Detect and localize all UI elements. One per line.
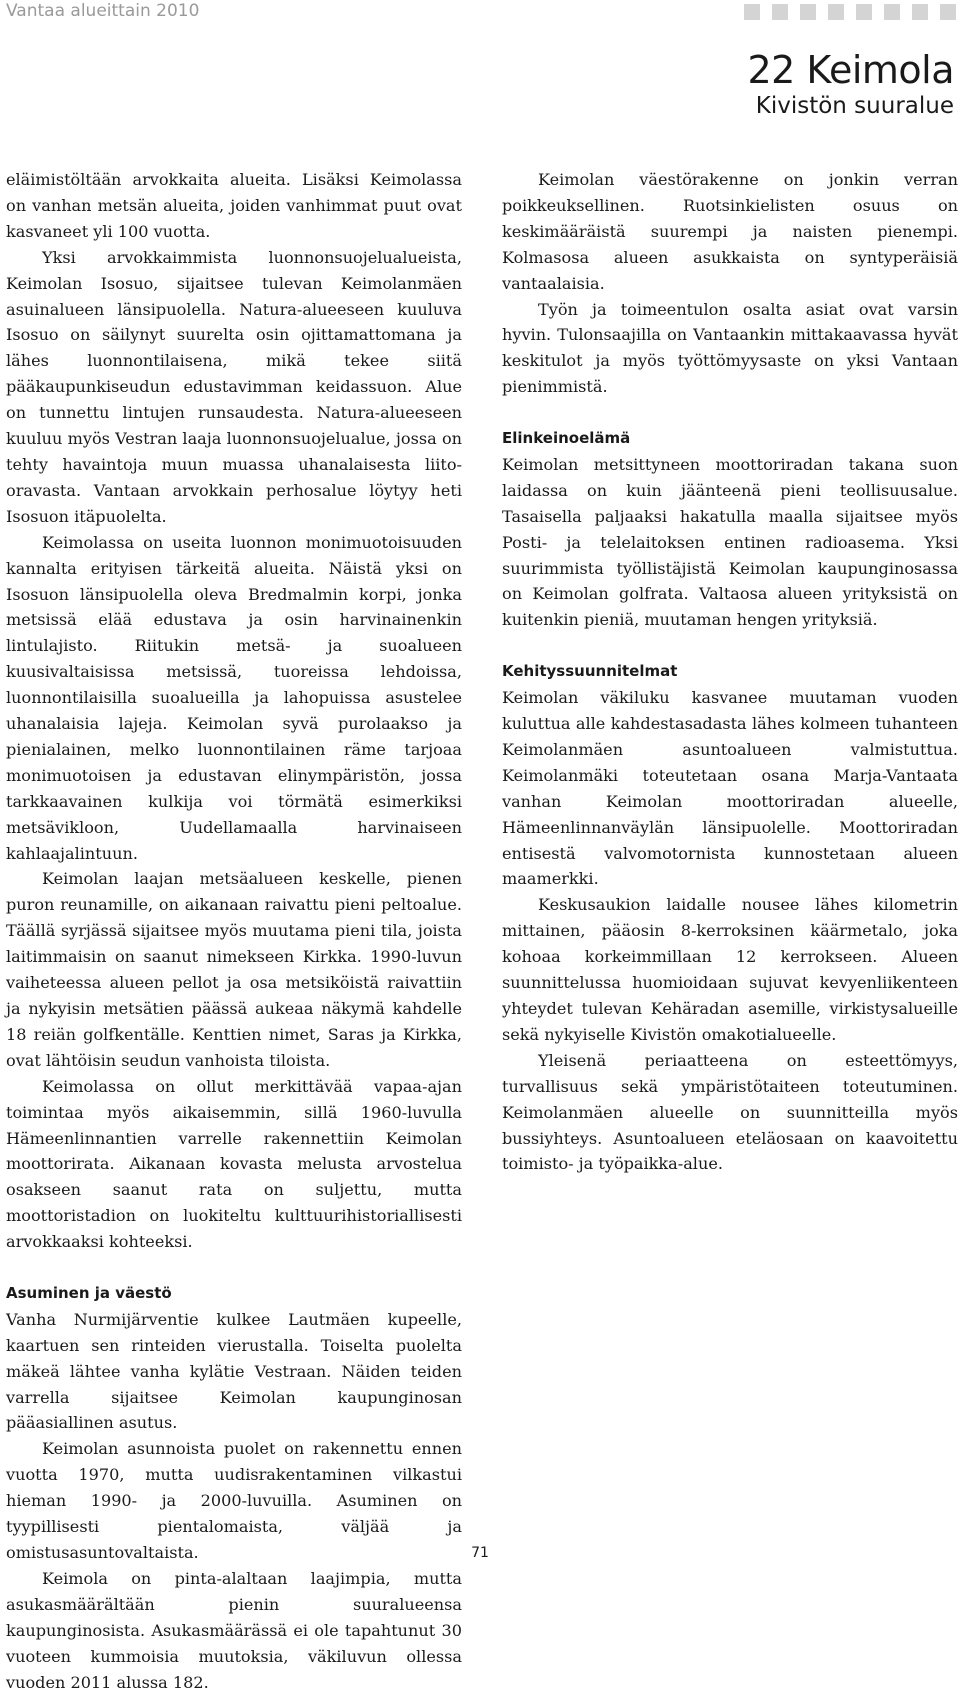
- paragraph: Työn ja toimeentulon osalta asiat ovat varsin hyvin. Tulonsaajilla on Vantaankin mittakaavassa hyvät keskitulot ja myös työttömyysaste on yksi Vantaan pienimmistä.: [502, 299, 958, 397]
- paragraph: Keimolassa on useita luonnon monimuotoisuuden kannalta erityisen tärkeitä alueita. Näistä yksi on Isosuon länsipuolella oleva Bredmalmin korpi, jonka metsissä elää edustava ja osin harvinainenkin lintulajisto. Riitukin metsä- ja suoalueen kuusivaltaisissa metsissä, tuoreissa lehdoissa, luonnontilaisilla suoalueilla ja lahopuissa asustelee uhanalaisia lajeja. Keimolan syvä purolaakso ja pienialainen, melko luonnontilainen räme tarjoaa monimuotoisen ja edustavan elinympäristön, jossa tarkkaavainen kulkija voi törmätä esimerkiksi metsävikloon, Uudellamaalla harvinaiseen kahlaajalintuun.: [6, 532, 462, 863]
- paragraph: Vanha Nurmijärventie kulkee Lautmäen kupeelle, kaartuen sen rinteiden vierustalla. Toiselta puolelta mäkeä lähtee vanha kylätie Vestraan. Näiden teiden varrella sijaitsee Keimolan kaupunginosan pääasiallinen asutus.: [6, 1309, 462, 1433]
- paragraph: Keimolan väkiluku kasvanee muutaman vuoden kuluttua alle kahdestasadasta lähes kolmeen tuhanteen Keimolanmäen asuntoalueen valmistuttua. Keimolanmäki toteutetaan osana Marja-Vantaata vanhan Keimolan moottoriradan alueelle, Hämeenlinnanväylän länsipuolelle. Moottoriradan entisestä valvomotornista kunnostetaan alueen maamerkki.: [502, 688, 958, 889]
- left-column: [6, 167, 462, 1695]
- section-heading-elinkeino: Elinkeinoelämä: [502, 429, 631, 448]
- chapter-subtitle: Kivistön suuralue: [755, 93, 954, 119]
- header-decoration: [744, 4, 956, 20]
- decor-square: [744, 4, 760, 20]
- paragraph: Keimolassa on ollut merkittävää vapaa-ajan toimintaa myös aikaisemmin, sillä 1960-luvulla Hämeenlinnantien varrelle rakennettiin Keimolan moottorirata. Aikanaan kovasta melusta arvostelua osakseen saanut rata on suljettu, mutta moottoristadion on luokiteltu kulttuurihistoriallisesti arvokkaaksi kohteeksi.: [6, 1076, 462, 1252]
- chapter-heading: [747, 48, 954, 120]
- running-header: Vantaa alueittain 2010: [6, 1, 200, 21]
- decor-square: [856, 4, 872, 20]
- right-column: [502, 167, 958, 1177]
- spacer: [502, 400, 958, 426]
- decor-square: [828, 4, 844, 20]
- paragraph: Keskusaukion laidalle nousee lähes kilometrin mittainen, pääosin 8-kerroksinen käärmetalo, joka kohoaa korkeimmillaan 12 kerrokseen. Alueen suunnittelussa huomioidaan sujuvat kevyenliikenteen yhteydet tulevan Kehäradan asemille, virkistysalueille sekä nykyiselle Kivistön omakotialueelle.: [502, 895, 958, 1044]
- paragraph: Keimolan laajan metsäalueen keskelle, pienen puron reunamille, on aikanaan raivattu pieni peltoalue. Täällä syrjässä sijaitsee myös muutama pieni tila, joista laitimmaisin on saanut nimekseen Kirkka. 1990-luvun vaiheteessa alueen pellot ja osa metsiköistä raivattiin ja nykyisin metsätien päässä aukeaa näkymä kahdelle 18 reiän golfkentälle. Kenttien nimet, Saras ja Kirkka, ovat lähtöisin seudun vanhoista tiloista.: [6, 869, 462, 1070]
- paragraph: Keimola on pinta-alaltaan laajimpia, mutta asukasmäärältään pienin suuralueensa kaupunginosista. Asukasmäärässä ei ole tapahtunut 30 vuoteen kummoisia muutoksia, väkiluvun ollessa vuoden 2011 alussa 182.: [6, 1568, 462, 1692]
- page-number: 71: [471, 1545, 489, 1561]
- section-heading-kehitys: Kehityssuunnitelmat: [502, 662, 678, 681]
- spacer: [6, 1255, 462, 1281]
- chapter-title: 22 Keimola: [747, 48, 954, 92]
- decor-square: [772, 4, 788, 20]
- paragraph: Yksi arvokkaimmista luonnonsuojelualueista, Keimolan Isosuo, sijaitsee tulevan Keimolanmäen asuinalueen länsipuolella. Natura-alueeseen kuuluva Isosuo on säilynyt suurelta osin ojittamattomana ja lähes luonnontilaisena, mikä tekee siitä pääkaupunkiseudun edustavimman keidassuon. Alue on tunnettu lintujen runsaudesta. Natura-alueeseen kuuluu myös Vestran laaja luonnonsuojelualue, jossa on tehty havaintoja muun muassa uhanalaisesta liito-oravasta. Vantaan arvokkain perhosalue löytyy heti Isosuon itäpuolelta.: [6, 247, 462, 526]
- paragraph: eläimistöltään arvokkaita alueita. Lisäksi Keimolassa on vanhan metsän alueita, joiden vanhimmat puut ovat kasvaneet yli 100 vuotta.: [6, 170, 462, 241]
- spacer: [502, 633, 958, 659]
- paragraph: Keimolan metsittyneen moottoriradan takana suon laidassa on kuin jäänteenä pieni teollisuusalue. Tasaisella paljaaksi hakatulla maalla sijaitsee myös Posti- ja telelaitoksen entinen radioasema. Yksi suurimmista työllistäjistä Keimolan kaupunginosassa on Keimolan golfrata. Valtaosa alueen yrityksistä on kuitenkin pieniä, muutaman hengen yrityksiä.: [502, 454, 958, 630]
- decor-square: [912, 4, 928, 20]
- section-heading-asuminen: Asuminen ja väestö: [6, 1283, 172, 1302]
- paragraph: Yleisenä periaatteena on esteettömyys, turvallisuus sekä ympäristötaiteen toteutuminen. Keimolanmäen alueelle on suunnitteilla myös bussiyhteys. Asuntoalueen eteläosaan on kaavoitettu toimisto- ja työpaikka-alue.: [502, 1050, 958, 1174]
- decor-square: [884, 4, 900, 20]
- paragraph: Keimolan väestörakenne on jonkin verran poikkeuksellinen. Ruotsinkielisten osuus on keskimääräistä suurempi ja naisten pienempi. Kolmasosa alueen asukkaista on syntyperäisiä vantaalaisia.: [502, 170, 958, 293]
- paragraph: Keimolan asunnoista puolet on rakennettu ennen vuotta 1970, mutta uudisrakentaminen vilkastui hieman 1990- ja 2000-luvuilla. Asuminen on tyypillisesti pientalomaista, väljää ja omistusasuntovaltaista.: [6, 1439, 462, 1563]
- decor-square: [800, 4, 816, 20]
- decor-square: [940, 4, 956, 20]
